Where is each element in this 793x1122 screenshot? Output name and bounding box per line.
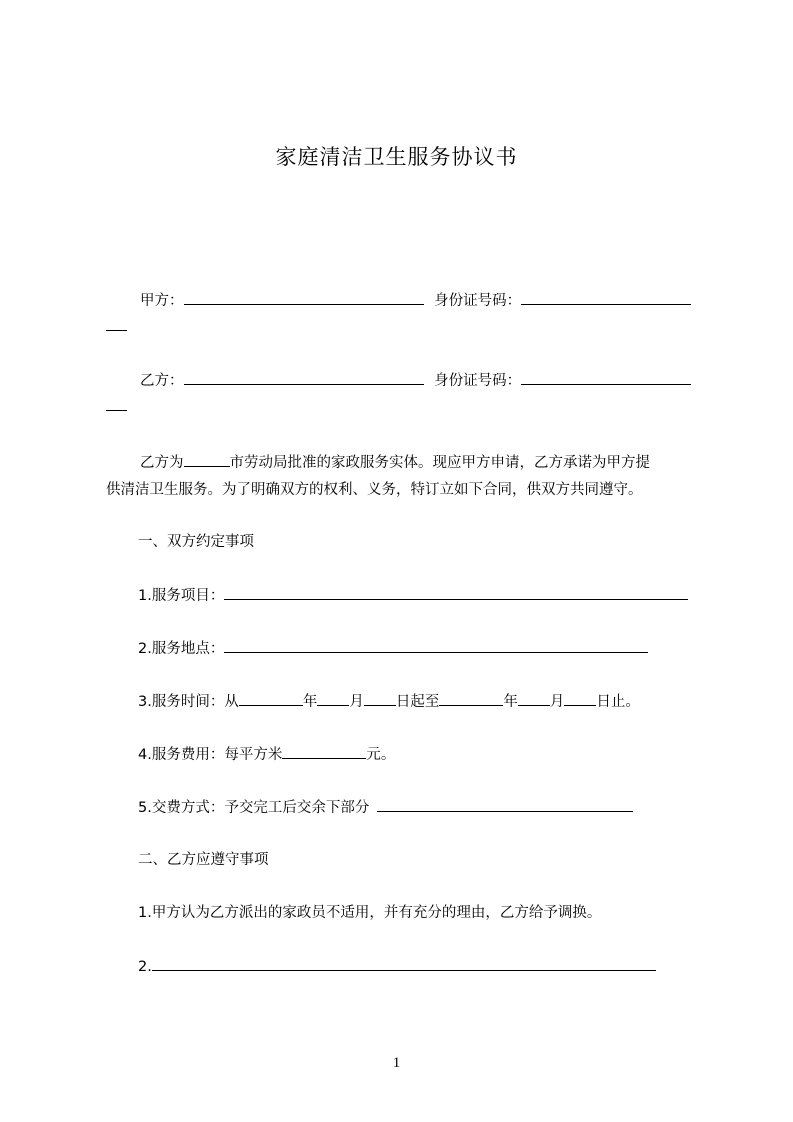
page-number: 1 xyxy=(392,1055,401,1071)
service-item-blank[interactable] xyxy=(224,585,688,600)
service-fee-unit: 元。 xyxy=(366,747,396,763)
party-a-label: 甲方： xyxy=(140,293,184,309)
party-b-label: 乙方： xyxy=(140,373,184,389)
intro-line-2: 供清洁卫生服务。为了明确双方的权利、义务，特订立如下合同，供双方共同遵守。 xyxy=(106,482,643,498)
party-a-id-continuation xyxy=(106,316,127,337)
party-a-id-blank-cont[interactable] xyxy=(106,316,127,331)
party-a-line xyxy=(140,290,691,311)
end-day-unit: 日止。 xyxy=(596,694,640,710)
end-month-blank[interactable] xyxy=(518,691,550,706)
party-a-id-blank[interactable] xyxy=(521,290,691,305)
section2-item1: 1.甲方认为乙方派出的家政员不适用，并有充分的理由，乙方给予调换。 xyxy=(138,905,602,921)
service-location-blank[interactable] xyxy=(224,638,648,653)
intro-text-1: 乙方为 xyxy=(140,455,184,471)
party-b-id-blank[interactable] xyxy=(521,370,691,385)
section2-item2-line xyxy=(138,956,656,977)
party-b-line xyxy=(140,370,691,391)
start-day-unit: 日起至 xyxy=(395,694,440,710)
payment-method-line xyxy=(138,797,633,818)
payment-method-label: 5.交费方式：予交完工后交余下部分 xyxy=(138,800,370,816)
end-year-blank[interactable] xyxy=(439,691,503,706)
service-time-label: 3.服务时间：从 xyxy=(138,694,239,710)
start-year-unit: 年 xyxy=(302,694,318,710)
party-b-id-label: 身份证号码： xyxy=(434,373,522,389)
service-fee-blank[interactable] xyxy=(282,744,366,759)
start-year-blank[interactable] xyxy=(239,691,303,706)
city-blank[interactable] xyxy=(184,452,230,467)
start-day-blank[interactable] xyxy=(364,691,396,706)
service-fee-line xyxy=(138,744,395,765)
end-day-blank[interactable] xyxy=(564,691,596,706)
document-title: 家庭清洁卫生服务协议书 xyxy=(275,145,518,169)
service-item-label: 1.服务项目： xyxy=(138,588,225,604)
end-year-unit: 年 xyxy=(503,694,518,710)
start-month-blank[interactable] xyxy=(317,691,349,706)
section1-heading: 一、双方约定事项 xyxy=(138,534,254,550)
intro-text-2: 市劳动局批准的家政服务实体。现应甲方申请，乙方承诺为甲方提 xyxy=(229,455,650,471)
party-b-id-continuation xyxy=(106,396,127,417)
intro-line-1 xyxy=(140,452,650,473)
party-a-name-blank[interactable] xyxy=(184,290,424,305)
payment-method-blank[interactable] xyxy=(377,797,633,812)
end-month-unit: 月 xyxy=(549,694,565,710)
service-fee-label: 4.服务费用：每平方米 xyxy=(138,747,283,763)
party-a-id-label: 身份证号码： xyxy=(434,293,522,309)
party-b-name-blank[interactable] xyxy=(184,370,424,385)
party-b-id-blank-cont[interactable] xyxy=(106,396,127,411)
service-location-line xyxy=(138,638,648,659)
service-item-line xyxy=(138,585,688,606)
section2-item2-blank[interactable] xyxy=(152,956,656,971)
section2-heading: 二、乙方应遵守事项 xyxy=(138,852,269,868)
service-time-line xyxy=(138,691,640,712)
section2-item2-label: 2. xyxy=(138,959,152,975)
start-month-unit: 月 xyxy=(349,694,364,710)
service-location-label: 2.服务地点： xyxy=(138,641,225,657)
